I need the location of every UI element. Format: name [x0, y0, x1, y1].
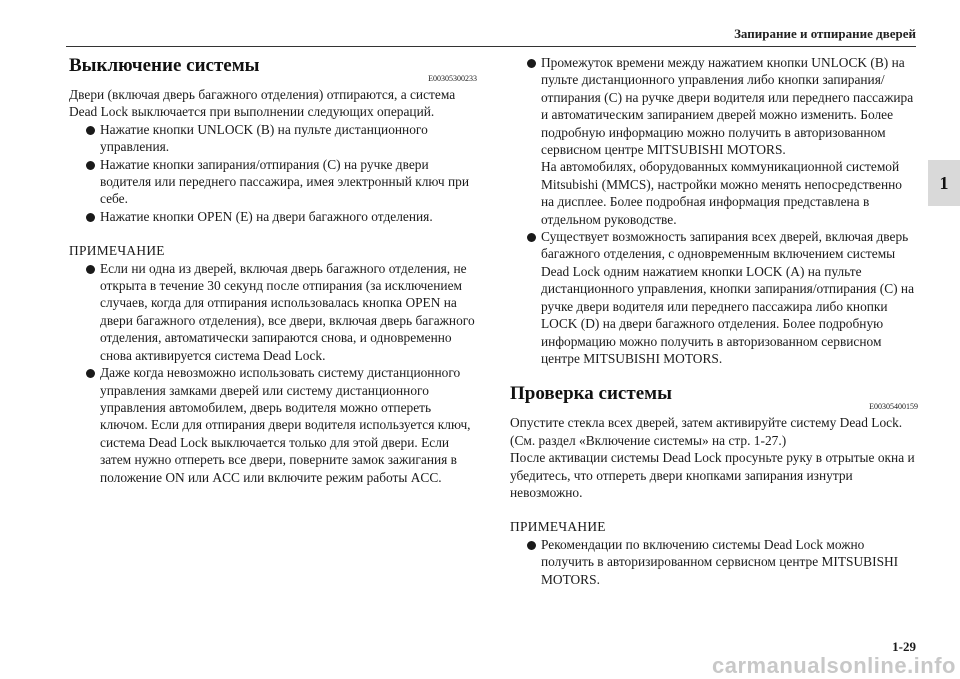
note-label: ПРИМЕЧАНИЕ	[510, 519, 606, 535]
section-heading-check: Проверка системы	[510, 383, 672, 405]
section-code: E00305400159	[869, 402, 918, 412]
list-item: Если ни одна из дверей, включая дверь багажного отделения, не открыта в течение 30 секунд после отпирания (за исключением случаев, когда для отпирания использовалась кнопка OPEN на двери багажного отделения), все двери, включая дверь багажного отделения, автоматически запираются снова, и одновременно снова активируется система Dead Lock.	[69, 260, 477, 364]
chapter-tab: 1	[928, 160, 960, 206]
bullet-icon	[86, 161, 95, 170]
bullet-icon	[86, 213, 95, 222]
right-column	[510, 54, 918, 588]
check-paragraph-2: После активации системы Dead Lock просуньте руку в отрытые окна и убедитесь, что отпереть двери кнопками запирания изнутри невозможно.	[510, 450, 915, 500]
list-item: Нажатие кнопки OPEN (E) на двери багажного отделения.	[69, 208, 477, 225]
list-item: Даже когда невозможно использовать систему дистанционного управления замками дверей или систему дистанционного управления автомобилем, дверь водителя можно отпереть ключом. Если для отпирания двери водителя используется ключ, система Dead Lock выключается только для этой двери. Если затем нужно отпереть все двери, поверните замок зажигания в положение ON или ACC или включите режим работы ACC.	[69, 364, 477, 486]
page-header-title: Запирание и отпирание дверей	[734, 26, 916, 41]
operations-list	[69, 121, 477, 225]
list-item: Нажатие кнопки UNLOCK (B) на пульте дистанционного управления.	[69, 121, 477, 156]
left-column	[69, 54, 477, 486]
note-list-continued	[510, 54, 918, 367]
bullet-icon	[86, 265, 95, 274]
check-paragraph-1: Опустите стекла всех дверей, затем активируйте систему Dead Lock. (См. раздел «Включение системы» на стр. 1-27.)	[510, 415, 903, 448]
bullet-icon	[527, 541, 536, 550]
list-item: Промежуток времени между нажатием кнопки UNLOCK (B) на пульте дистанционного управления либо кнопки запирания/отпирания (C) на ручке двери водителя или переднего пассажира и автоматическим запиранием дверей можно изменить. Более подробную информацию можно получить в авторизованном сервисном центре MITSUBISHI MOTORS. На автомобилях, оборудованных коммуникационной системой Mitsubishi (MMCS), настройки можно менять непосредственно на дисплее. Более подробная информация представлена в отдельном руководстве.	[510, 54, 918, 228]
list-item: Нажатие кнопки запирания/отпирания (C) на ручке двери водителя или переднего пассажира, имея электронный ключ при себе.	[69, 156, 477, 208]
watermark: carmanualsonline.info	[712, 653, 956, 678]
note-list	[510, 536, 918, 588]
section-heading-disable: Выключение системы	[69, 55, 260, 76]
note-list	[69, 260, 477, 486]
note-label: ПРИМЕЧАНИЕ	[69, 243, 165, 259]
list-item: Существует возможность запирания всех дверей, включая дверь багажного отделения, с одновременным включением системы Dead Lock одним нажатием кнопки LOCK (A) на пульте дистанционного управления, кнопки запирания/отпирания (C) на ручке двери водителя или переднего пассажира либо кнопки LOCK (D) на двери багажного отделения. Более подробную информацию можно получить в авторизованном сервисном центре MITSUBISHI MOTORS.	[510, 228, 918, 367]
intro-paragraph: Двери (включая дверь багажного отделения) отпираются, а система Dead Lock выключается при выполнении следующих операций.	[69, 87, 456, 120]
bullet-icon	[86, 126, 95, 135]
list-item: Рекомендации по включению системы Dead Lock можно получить в авторизированном сервисном центре MITSUBISHI MOTORS.	[510, 536, 918, 588]
page-number: 1-29	[892, 639, 916, 654]
bullet-icon	[527, 59, 536, 68]
header-rule	[66, 46, 916, 47]
bullet-icon	[527, 233, 536, 242]
section-code: E00305300233	[428, 74, 477, 83]
bullet-icon	[86, 369, 95, 378]
